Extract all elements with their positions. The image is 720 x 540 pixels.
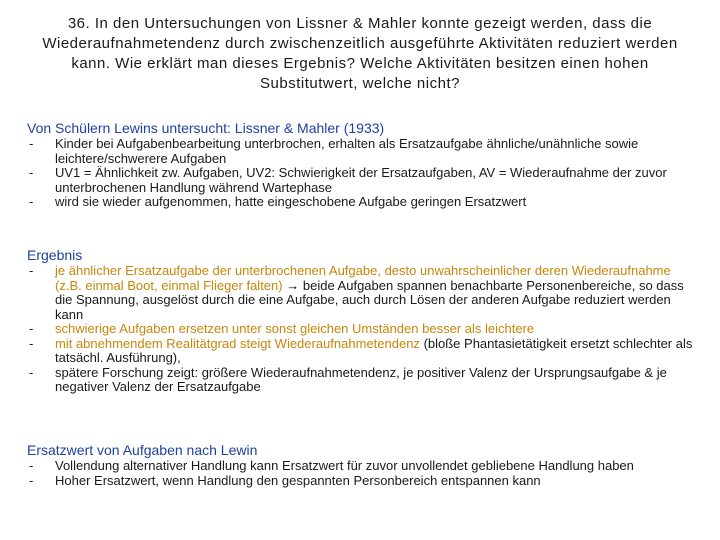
result-item-2-highlight: schwierige Aufgaben ersetzen unter sonst gleichen Umständen besser als leichtere [55, 321, 535, 336]
lewin-item-1: - Vollendung alternativer Handlung kann Ersatzwert für zuvor unvollendet gebliebene Handlung haben [27, 459, 697, 474]
result-item-2 [27, 322, 697, 337]
result-list [27, 264, 697, 395]
result-item-3-highlight: mit abnehmendem Realitätgrad steigt Wiederaufnahmetendenz [55, 335, 420, 351]
section-study [27, 120, 697, 210]
result-item-1 [27, 264, 697, 322]
result-item-1-highlight: je ähnlicher Ersatzaufgabe der unterbrochenen Aufgabe, desto unwahrscheinlicher deren Wiederaufnahme (z.B. einmal Boot, einmal Flieger falten) [55, 263, 671, 293]
study-item-2: - UV1 = Ähnlichkeit zw. Aufgaben, UV2: Schwierigkeit der Ersatzaufgaben, AV = Wiederaufnahme der zuvor unterbrochenen Handlung während Wartephase [27, 166, 697, 195]
section-heading-lewin: Ersatzwert von Aufgaben nach Lewin [27, 442, 258, 458]
study-list [27, 137, 697, 210]
section-lewin [27, 442, 697, 488]
result-item-1-text: beide Aufgaben spannen benachbarte Personenbereiche, so dass die Spannung, ausgelöst durch die eine Aufgabe, auch durch Lösen der anderen Aufgabe reduziert werden kann [55, 277, 684, 322]
lewin-list [27, 459, 697, 488]
study-item-1: - Kinder bei Aufgabenbearbeitung unterbrochen, erhalten als Ersatzaufgabe ähnliche/unähnliche sowie leichtere/schwerere Aufgaben [27, 137, 697, 166]
section-heading-study: Von Schülern Lewins untersucht: Lissner & Mahler (1933) [27, 120, 385, 136]
section-result [27, 247, 697, 395]
result-item-3 [27, 337, 697, 366]
result-item-4: - spätere Forschung zeigt: größere Wiederaufnahmetendenz, je positiver Valenz der Ursprungsaufgabe & je negativer Valenz der Ersatzaufgabe [27, 366, 697, 395]
question-title: 36. In den Untersuchungen von Lissner & Mahler konnte gezeigt werden, dass die Wiederaufnahmetendenz durch zwischenzeitlich ausgeführte Aktivitäten reduziert werden kann. Wie erklärt man dieses Ergebnis? Welche Aktivitäten besitzen einen hohen Substitutwert, welche nicht? [42, 15, 678, 92]
section-heading-result: Ergebnis [27, 247, 83, 263]
result-item-3-text: (bloße Phantasietätigkeit ersetzt schlechter als tatsächl. Ausführung), [55, 335, 693, 365]
arrow-right-icon: → [286, 277, 300, 293]
lewin-item-2: - Hoher Ersatzwert, wenn Handlung den gespannten Personbereich entspannen kann [27, 474, 697, 489]
study-item-3: - wird sie wieder aufgenommen, hatte eingeschobene Aufgabe geringen Ersatzwert [27, 195, 697, 210]
